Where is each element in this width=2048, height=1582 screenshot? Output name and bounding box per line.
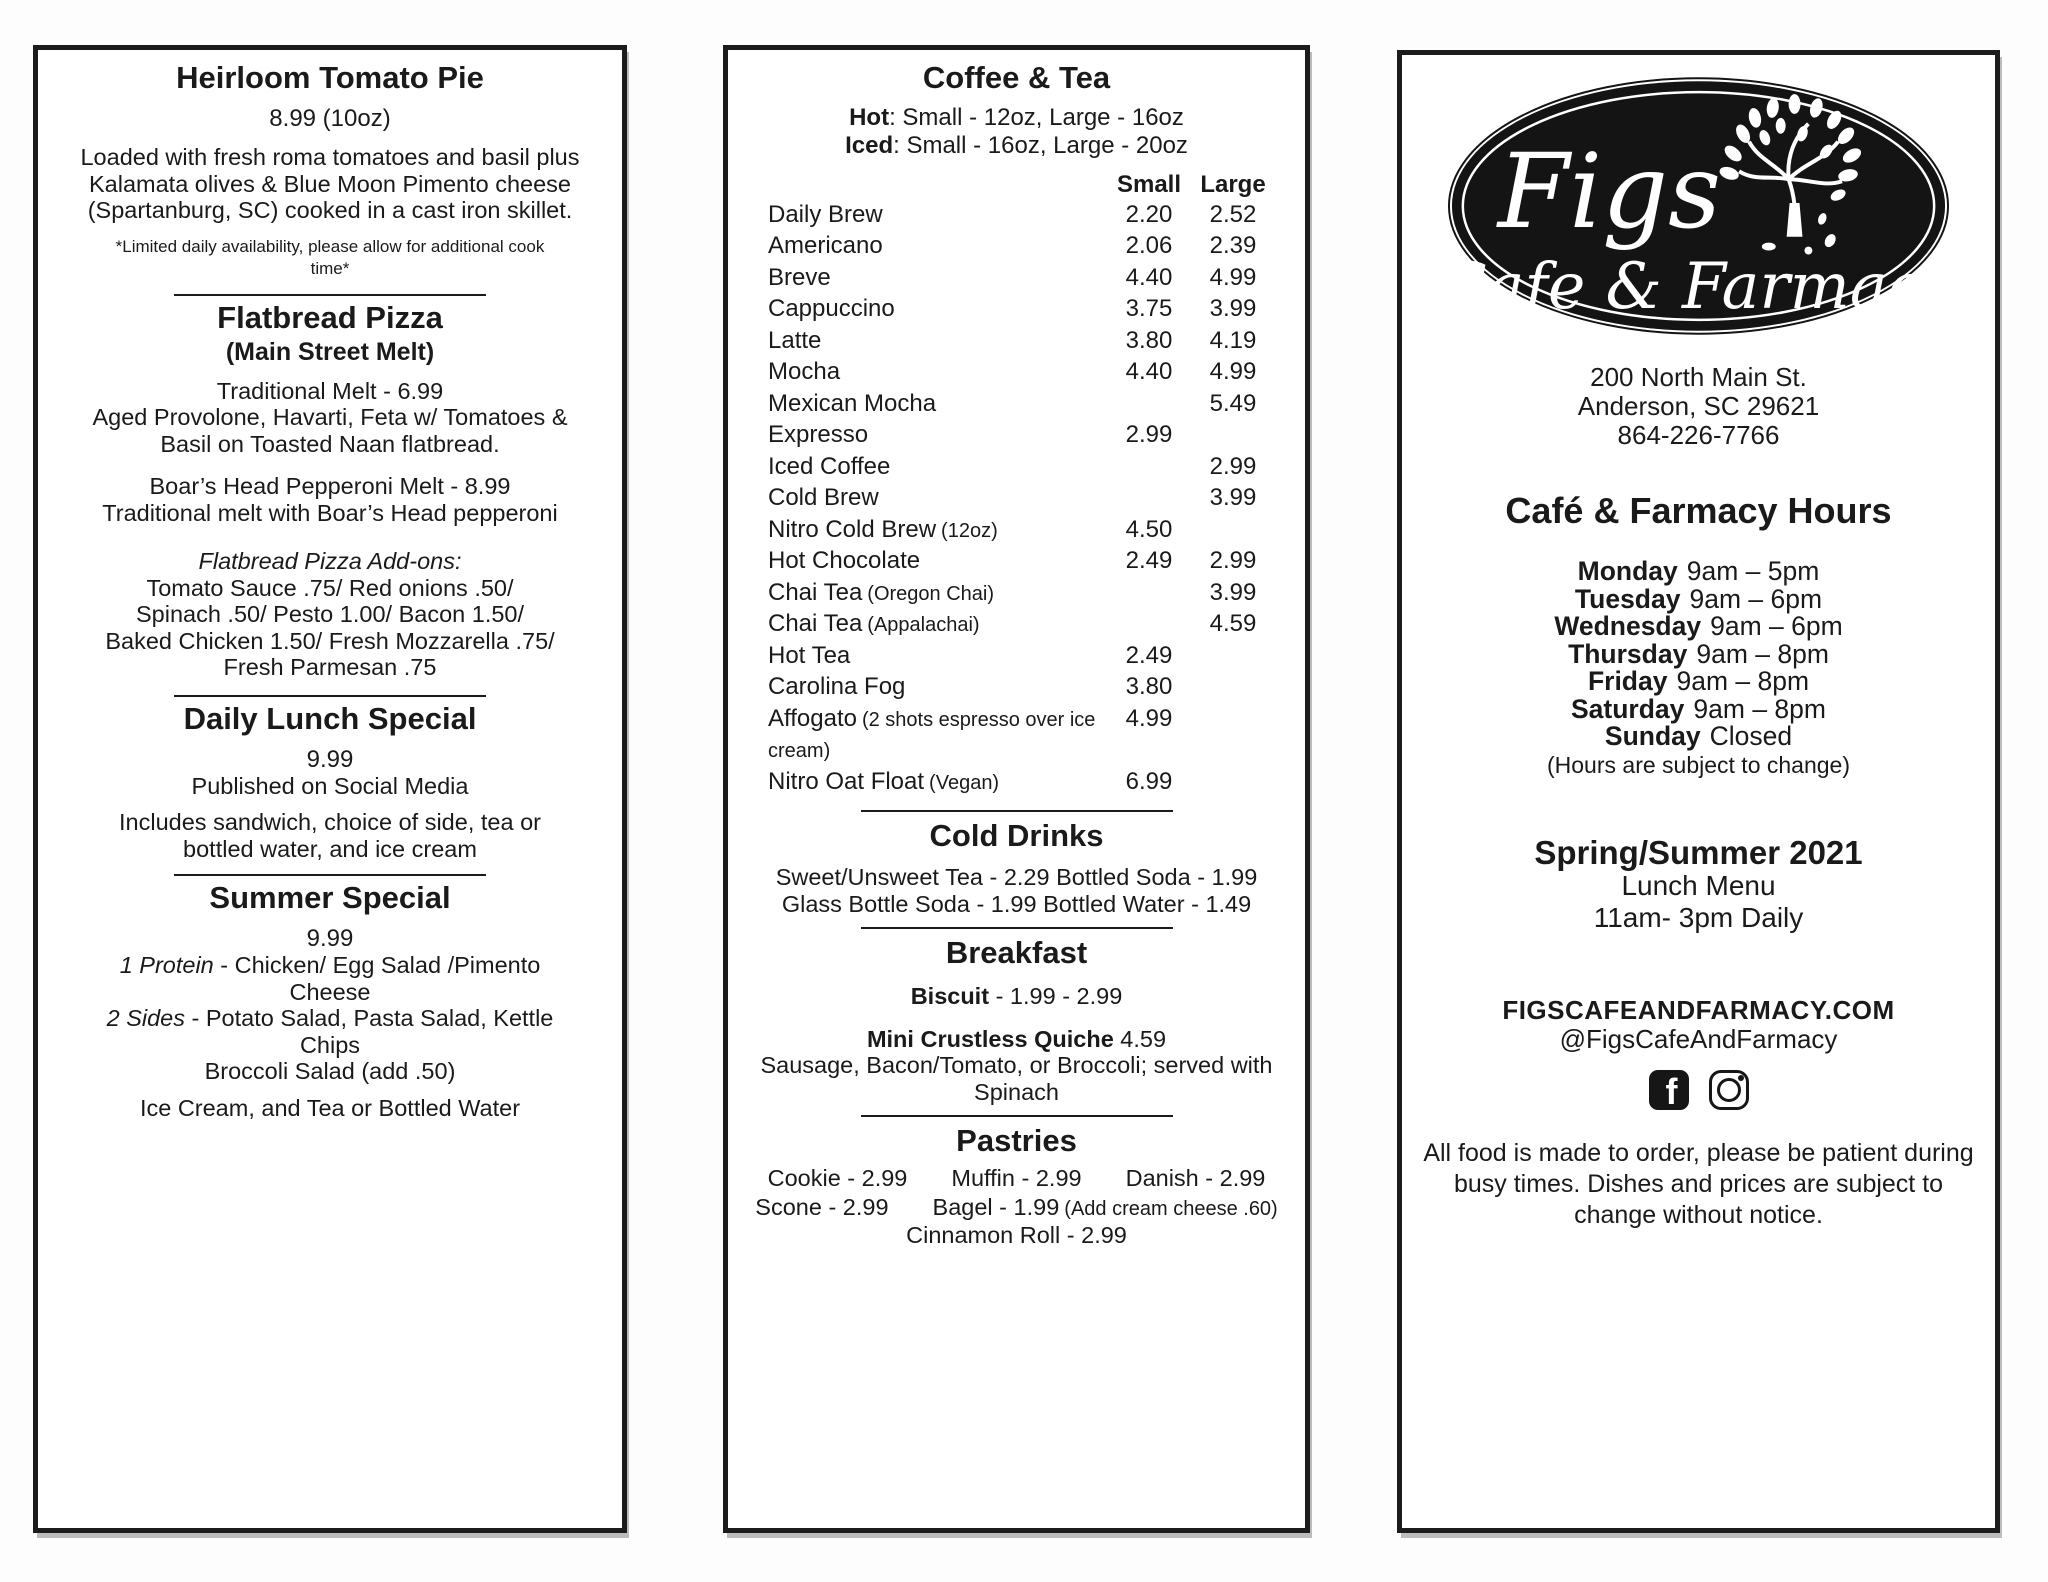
flatbread-pepperoni-melt xyxy=(80,473,580,526)
pastry-item: Muffin - 2.99 xyxy=(951,1165,1082,1191)
season-menu-title: Spring/Summer 2021 xyxy=(1534,833,1863,871)
coffee-item-row xyxy=(728,546,1305,578)
summer-special-protein xyxy=(110,952,550,1005)
coffee-item-price-small: 4.99 xyxy=(1125,704,1173,732)
coffee-item-price-large: 2.39 xyxy=(1209,232,1257,259)
column-header-large: Large xyxy=(1200,171,1266,198)
hours-row xyxy=(1402,613,1995,641)
pastry-item: Scone - 2.99 xyxy=(755,1193,889,1220)
social-handle: @FigsCafeAndFarmacy xyxy=(1559,1023,1838,1054)
coffee-item-row xyxy=(728,578,1305,610)
tomato-pie-availability-note: *Limited daily availability, please allow for additional cook time* xyxy=(115,236,545,278)
figs-logo-graphic xyxy=(1446,75,1951,337)
coffee-item-price-small: 2.99 xyxy=(1125,421,1173,448)
bagel-cream-cheese-note: (Add cream cheese .60) xyxy=(1064,1197,1278,1220)
hours-day: Tuesday xyxy=(1574,583,1681,614)
iced-sizes: : Small - 16oz, Large - 20oz xyxy=(893,132,1188,159)
footer-note: All food is made to order, please be patient during busy times. Dishes and prices are subject to change without notice. xyxy=(1423,1138,1974,1229)
coffee-item-detail: (12oz) xyxy=(941,519,998,542)
summer-special-price: 9.99 xyxy=(306,925,354,952)
panel-info-hours xyxy=(1397,50,2000,1533)
coffee-item-price-large: 3.99 xyxy=(1209,578,1257,606)
summer-protein-options: - Chicken/ Egg Salad /Pimento Cheese xyxy=(213,952,541,1005)
pastry-cinnamon-roll: Cinnamon Roll - 2.99 xyxy=(906,1222,1127,1248)
coffee-item-row xyxy=(728,263,1305,295)
cold-drinks-title: Cold Drinks xyxy=(929,818,1104,853)
instagram-icon xyxy=(1709,1070,1749,1110)
coffee-item-price-large: 4.19 xyxy=(1209,326,1257,354)
hours-time: Closed xyxy=(1709,721,1793,751)
figs-logo xyxy=(1446,75,1951,337)
hot-sizes: : Small - 12oz, Large - 16oz xyxy=(889,104,1184,131)
panel-drinks-breakfast-pastries xyxy=(723,45,1310,1533)
flatbread-traditional-desc: Aged Provolone, Havarti, Feta w/ Tomatoes & Basil on Toasted Naan flatbread. xyxy=(92,404,568,457)
coffee-item-price-small: 2.49 xyxy=(1125,547,1173,574)
hours-row xyxy=(1402,583,1995,614)
summer-sides-options: - Potato Salad, Pasta Salad, Kettle Chips xyxy=(184,1005,554,1058)
coffee-item-name: Hot Chocolate xyxy=(768,547,921,574)
coffee-item-name: Nitro Oat Float (Vegan) xyxy=(768,767,1000,795)
hours-time: 9am – 6pm xyxy=(1710,611,1843,641)
breakfast-quiche-desc: Sausage, Bacon/Tomato, or Broccoli; served with Spinach xyxy=(760,1052,1273,1105)
biscuit-prices: - 1.99 - 2.99 xyxy=(989,983,1123,1009)
website-url: FIGSCAFEANDFARMACY.COM xyxy=(1502,994,1895,1025)
pastries-row-1 xyxy=(728,1165,1305,1192)
hours-row xyxy=(1402,558,1995,586)
coffee-item-price-small: 3.80 xyxy=(1125,326,1173,354)
hours-day: Thursday xyxy=(1568,638,1688,669)
section-divider xyxy=(174,695,486,697)
coffee-item-row xyxy=(728,672,1305,704)
flatbread-addons-list xyxy=(38,575,622,681)
coffee-item-row xyxy=(728,200,1305,232)
coffee-item-name: Iced Coffee xyxy=(768,452,891,480)
hours-time: 9am – 8pm xyxy=(1696,638,1829,669)
quiche-price: 4.59 xyxy=(1113,1025,1167,1052)
daily-lunch-published: Published on Social Media xyxy=(191,772,469,799)
hours-time: 9am – 8pm xyxy=(1693,693,1826,724)
coffee-table-header xyxy=(728,170,1305,200)
coffee-item-name: Chai Tea (Appalachai) xyxy=(768,610,980,637)
hours-day: Friday xyxy=(1587,666,1668,696)
panel-food-specials xyxy=(33,45,627,1533)
coffee-item-price-large: 4.99 xyxy=(1209,263,1257,291)
pastries-row-2 xyxy=(728,1194,1305,1223)
hot-label: Hot xyxy=(849,104,890,131)
coffee-item-name: Latte xyxy=(768,326,822,354)
flatbread-subtitle: (Main Street Melt) xyxy=(225,337,435,366)
coffee-item-price-large: 3.99 xyxy=(1209,484,1257,511)
biscuit-label: Biscuit xyxy=(910,983,990,1009)
summer-sides-label: 2 Sides xyxy=(106,1005,185,1031)
daily-lunch-includes: Includes sandwich, choice of side, tea or bottled water, and ice cream xyxy=(119,809,541,862)
hours-time: 9am – 6pm xyxy=(1689,583,1823,614)
section-divider xyxy=(861,1115,1173,1117)
coffee-item-name: Americano xyxy=(768,232,883,259)
pastries-title: Pastries xyxy=(956,1123,1077,1158)
section-divider xyxy=(174,874,486,876)
coffee-item-row xyxy=(728,704,1305,767)
summer-special-includes: Ice Cream, and Tea or Bottled Water xyxy=(139,1094,521,1121)
column-header-small: Small xyxy=(1116,171,1182,198)
section-divider xyxy=(861,810,1173,812)
flatbread-title: Flatbread Pizza xyxy=(217,299,443,335)
coffee-item-price-small: 2.20 xyxy=(1125,200,1173,228)
social-icons-row xyxy=(1402,1070,1995,1110)
coffee-item-row xyxy=(728,357,1305,389)
coffee-item-price-small: 3.80 xyxy=(1125,673,1173,700)
flatbread-addon-line: Baked Chicken 1.50/ Fresh Mozzarella .75/ xyxy=(105,627,555,654)
coffee-item-name: Nitro Cold Brew (12oz) xyxy=(768,515,998,543)
coffee-item-price-small: 4.50 xyxy=(1125,515,1173,543)
hours-time: 9am – 5pm xyxy=(1686,556,1820,586)
facebook-f-glyph: f xyxy=(1665,1070,1678,1110)
hours-title: Café & Farmacy Hours xyxy=(1505,490,1892,531)
coffee-iced-sizes xyxy=(728,132,1305,160)
coffee-item-row xyxy=(728,420,1305,452)
coffee-item-name: Carolina Fog xyxy=(768,673,906,700)
coffee-item-price-small: 4.40 xyxy=(1125,263,1173,291)
coffee-item-price-large: 2.99 xyxy=(1209,547,1257,574)
pastry-item: Cookie - 2.99 xyxy=(767,1165,908,1191)
coffee-item-price-large: 2.99 xyxy=(1209,452,1257,480)
coffee-item-detail: (Vegan) xyxy=(929,771,1000,794)
season-menu-type: Lunch Menu xyxy=(1621,869,1776,901)
address-line: Anderson, SC 29621 xyxy=(1577,391,1820,421)
coffee-item-row xyxy=(728,326,1305,358)
coffee-item-row xyxy=(728,767,1305,799)
hours-day: Wednesday xyxy=(1554,611,1702,641)
coffee-item-price-small: 2.06 xyxy=(1125,232,1173,259)
breakfast-biscuit xyxy=(728,983,1305,1010)
hours-row xyxy=(1402,638,1995,669)
daily-lunch-price: 9.99 xyxy=(306,745,354,773)
coffee-hot-sizes xyxy=(728,104,1305,132)
coffee-item-name: Affogato (2 shots espresso over ice cream) xyxy=(768,704,1096,762)
coffee-item-row xyxy=(728,483,1305,515)
coffee-item-detail: (Appalachai) xyxy=(867,614,980,636)
tomato-pie-price: 8.99 (10oz) xyxy=(269,105,391,132)
address-line: 864-226-7766 xyxy=(1617,420,1780,450)
coffee-item-name: Cappuccino xyxy=(768,295,895,322)
facebook-icon xyxy=(1649,1070,1689,1110)
hours-day: Sunday xyxy=(1604,721,1701,751)
cold-drinks-line2: Glass Bottle Soda - 1.99 Bottled Water - 1.49 xyxy=(781,890,1252,917)
season-menu-hours: 11am- 3pm Daily xyxy=(1593,901,1804,933)
flatbread-traditional-name-price: Traditional Melt - 6.99 xyxy=(216,377,444,404)
coffee-item-name: Cold Brew xyxy=(768,484,879,511)
summer-special-title: Summer Special xyxy=(209,880,451,915)
flatbread-pepperoni-name-price: Boar’s Head Pepperoni Melt - 8.99 xyxy=(149,473,511,499)
breakfast-quiche xyxy=(728,1026,1305,1053)
coffee-item-row xyxy=(728,641,1305,673)
coffee-item-name: Chai Tea (Oregon Chai) xyxy=(768,578,995,606)
quiche-label: Mini Crustless Quiche xyxy=(866,1025,1114,1052)
coffee-item-price-large: 4.59 xyxy=(1209,610,1257,637)
iced-label: Iced xyxy=(845,132,894,159)
coffee-item-row xyxy=(728,609,1305,641)
coffee-item-name: Expresso xyxy=(768,421,869,448)
hours-note: (Hours are subject to change) xyxy=(1547,751,1850,778)
hours-day: Saturday xyxy=(1571,693,1685,724)
coffee-item-name: Daily Brew xyxy=(768,200,883,228)
coffee-price-list xyxy=(728,200,1305,799)
coffee-item-name: Mexican Mocha xyxy=(768,389,937,417)
flatbread-traditional-melt xyxy=(80,378,580,458)
pastry-item: Bagel - 1.99 (Add cream cheese .60) xyxy=(932,1193,1278,1220)
coffee-item-price-small: 2.49 xyxy=(1125,641,1173,669)
coffee-tea-title: Coffee & Tea xyxy=(922,60,1111,95)
address-line: 200 North Main St. xyxy=(1590,362,1807,392)
hours-row xyxy=(1402,723,1995,751)
coffee-item-name: Breve xyxy=(768,263,831,291)
coffee-item-price-large: 3.99 xyxy=(1209,295,1257,322)
tomato-pie-description: Loaded with fresh roma tomatoes and basil plus Kalamata olives & Blue Moon Pimento cheese (Spartanburg, SC) cooked in a cast iron skillet. xyxy=(80,144,580,223)
flatbread-addon-line: Fresh Parmesan .75 xyxy=(223,654,437,680)
daily-lunch-title: Daily Lunch Special xyxy=(183,700,477,736)
flatbread-addon-line: Tomato Sauce .75/ Red onions .50/ xyxy=(146,574,514,601)
hours-list xyxy=(1402,558,1995,751)
hours-row xyxy=(1402,668,1995,696)
breakfast-title: Breakfast xyxy=(945,935,1088,970)
coffee-item-price-large: 4.99 xyxy=(1209,358,1257,385)
coffee-item-name: Mocha xyxy=(768,358,841,385)
section-divider xyxy=(861,927,1173,929)
flatbread-addons-title: Flatbread Pizza Add-ons: xyxy=(198,548,462,574)
coffee-item-name: Hot Tea xyxy=(768,641,851,669)
hours-day: Monday xyxy=(1577,556,1678,586)
hours-row xyxy=(1402,693,1995,724)
summer-special-sides xyxy=(103,1005,558,1058)
flatbread-pepperoni-desc: Traditional melt with Boar’s Head pepperoni xyxy=(102,499,558,526)
flatbread-addon-line: Spinach .50/ Pesto 1.00/ Bacon 1.50/ xyxy=(135,601,525,627)
section-divider xyxy=(174,294,486,296)
coffee-item-price-small: 6.99 xyxy=(1125,767,1173,795)
logo-name: Figs xyxy=(1497,131,1721,252)
coffee-item-detail: (Oregon Chai) xyxy=(867,582,995,605)
coffee-item-row xyxy=(728,389,1305,421)
hours-time: 9am – 8pm xyxy=(1676,666,1810,696)
coffee-item-row xyxy=(728,515,1305,547)
coffee-item-row xyxy=(728,452,1305,484)
summer-protein-label: 1 Protein xyxy=(119,952,214,978)
coffee-item-row xyxy=(728,231,1305,263)
pastry-item: Danish - 2.99 xyxy=(1125,1165,1266,1191)
summer-broccoli-option: Broccoli Salad (add .50) xyxy=(204,1058,456,1084)
coffee-item-detail: (2 shots espresso over ice cream) xyxy=(768,708,1096,762)
coffee-item-price-small: 3.75 xyxy=(1125,295,1173,322)
address-block xyxy=(1402,363,1995,450)
coffee-item-row xyxy=(728,294,1305,326)
coffee-item-price-large: 5.49 xyxy=(1209,389,1257,417)
coffee-item-price-large: 2.52 xyxy=(1209,200,1257,228)
cold-drinks-line1: Sweet/Unsweet Tea - 2.29 Bottled Soda - 1.99 xyxy=(775,864,1258,890)
logo-tagline: Cafe & Farmacy xyxy=(1446,248,1951,323)
coffee-item-price-small: 4.40 xyxy=(1125,358,1173,385)
tomato-pie-title: Heirloom Tomato Pie xyxy=(176,60,484,95)
